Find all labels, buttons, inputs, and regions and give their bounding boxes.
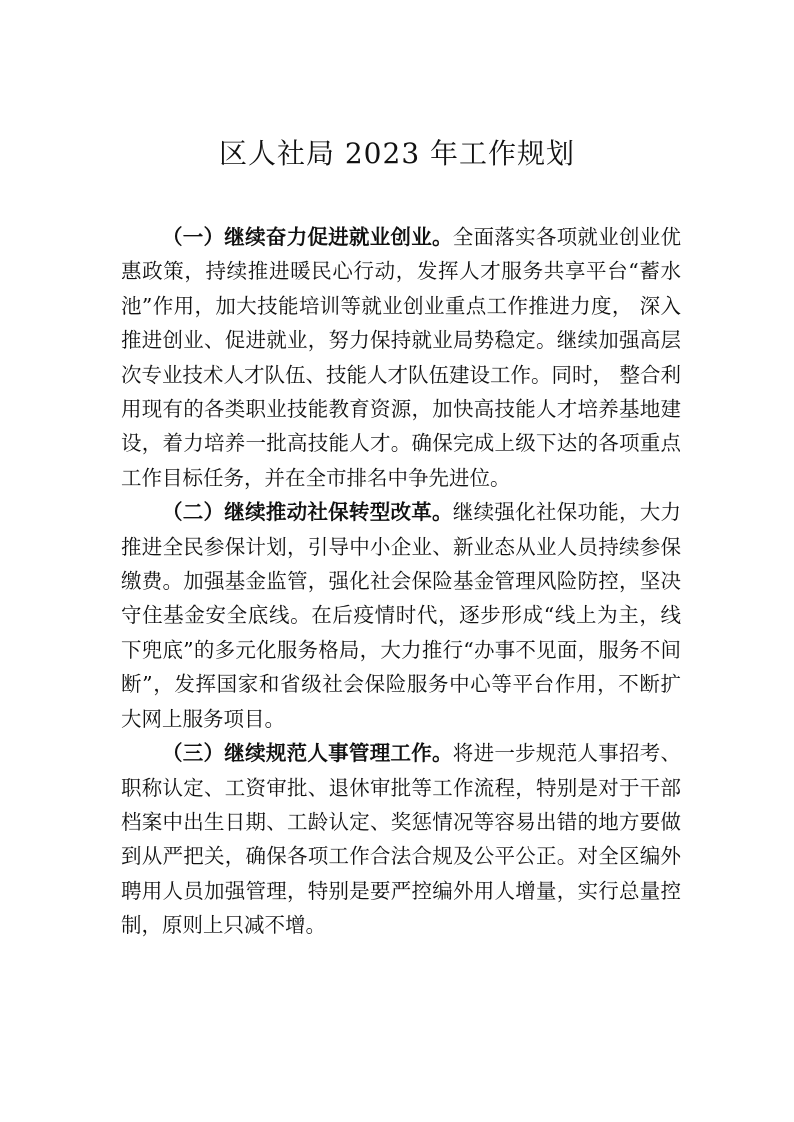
section-2-text: 继续强化社保功能，大力推进全民参保计划，引导中小企业、新业态从业人员持续参保缴费。加强基金监管，强化社会保险基金管理风险防控，坚决守住基金安全底线。在后疫情时代，逐步形成“线上为主，线下兜底”的多元化服务格局，大力推行“办事不见面，服务不间断”，发挥国家和省级社会保险服务中心等平台作用，不断扩大网上服务项目。 xyxy=(121,500,682,731)
section-2-heading: （二）继续推动社保转型改革。 xyxy=(162,500,453,525)
section-3-heading: （三）继续规范人事管理工作。 xyxy=(162,741,453,766)
section-1-paragraph xyxy=(121,220,681,495)
document-body xyxy=(121,220,681,943)
section-1-heading: （一）继续奋力促进就业创业。 xyxy=(162,225,453,249)
section-3-paragraph xyxy=(121,736,681,942)
section-2-paragraph xyxy=(121,495,681,736)
section-3-text: 将进一步规范人事招考、职称认定、工资审批、退休审批等工作流程，特别是对于干部档案中出生日期、工龄认定、奖惩情况等容易出错的地方要做到从严把关，确保各项工作合法合规及公平公正。对全区编外聘用人员加强管理，特别是要严控编外用人增量，实行总量控制，原则上只减不增。 xyxy=(121,741,682,938)
document-title: 区人社局 2023 年工作规划 xyxy=(218,137,576,170)
section-1-text: 全面落实各项就业创业优惠政策，持续推进暖民心行动，发挥人才服务共享平台“蓄水池”作用，加大技能培训等就业创业重点工作推进力度， 深入推进创业、促进就业，努力保持就业局势稳定。继续加强高层次专业技术人才队伍、技能人才队伍建设工作。同时， 整合利用现有的各类职业技能教育资源，加快高技能人才培养基地建设，着力培养一批高技能人才。确保完成上级下达的各项重点工作目标任务，并在全市排名中争先进位。 xyxy=(121,225,682,490)
